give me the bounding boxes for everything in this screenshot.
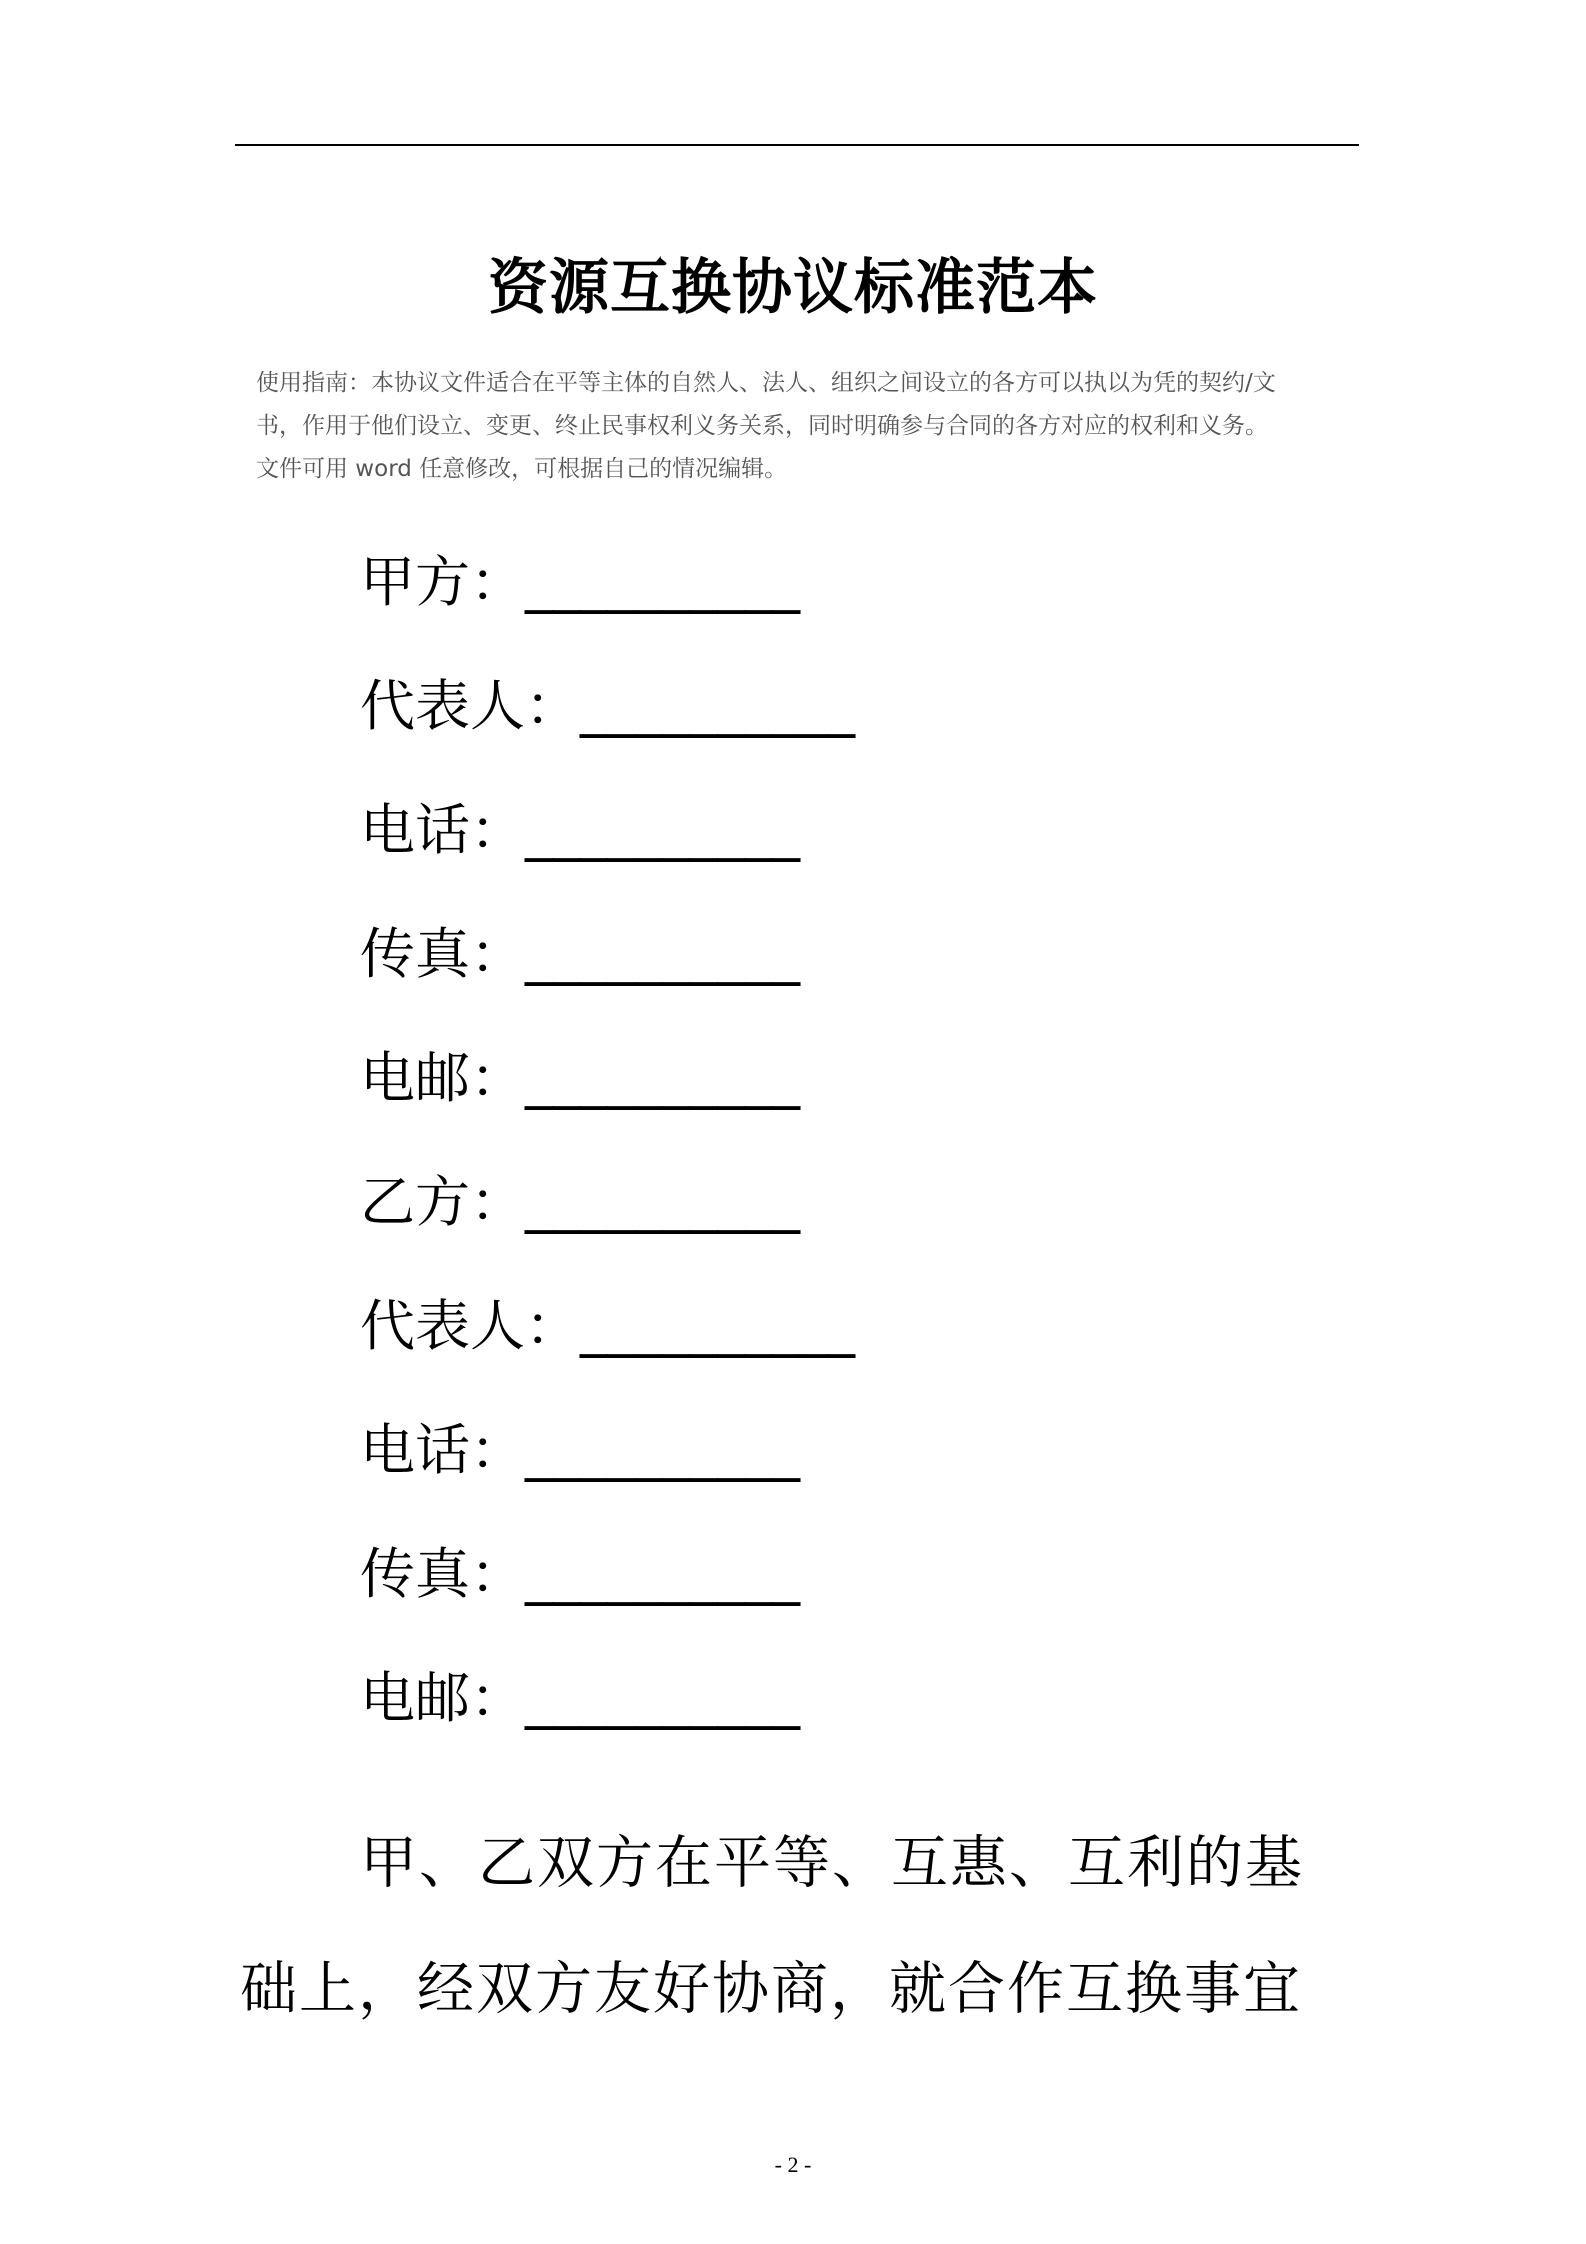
fill-in-blank[interactable]: __________ xyxy=(525,1170,801,1234)
field-party-a-representative xyxy=(360,664,855,788)
header-rule xyxy=(235,144,1359,146)
field-label: 传真： xyxy=(360,922,526,986)
field-party-b-fax xyxy=(360,1532,855,1656)
body-line-text: 甲、乙双方在平等、互惠、互利的基 xyxy=(360,1830,1304,1896)
fill-in-blank[interactable]: __________ xyxy=(525,1046,801,1110)
field-party-a-email xyxy=(360,1036,855,1160)
field-party-b-email xyxy=(360,1656,855,1780)
field-party-a-fax xyxy=(360,912,855,1036)
guide-line: 文件可用 word 任意修改，可根据自己的情况编辑。 xyxy=(256,456,788,482)
fill-in-blank[interactable]: __________ xyxy=(580,1294,856,1358)
party-fields xyxy=(360,540,855,1780)
body-line: 础上，经双方友好协商，就合作互换事宜 xyxy=(240,1956,1302,2022)
field-label: 乙方： xyxy=(360,1170,526,1234)
agreement-body xyxy=(240,1800,1350,2052)
fill-in-blank[interactable]: __________ xyxy=(525,550,801,614)
body-line xyxy=(240,1800,1350,1926)
field-party-a xyxy=(360,540,855,664)
field-label: 代表人： xyxy=(360,674,581,738)
field-label: 甲方： xyxy=(360,550,526,614)
document-title: 资源互换协议标准范本 xyxy=(488,253,1098,323)
guide-line: 书，作用于他们设立、变更、终止民事权利义务关系，同时明确参与合同的各方对应的权利和义务。 xyxy=(256,413,1268,439)
field-label: 电邮： xyxy=(360,1666,526,1730)
fill-in-blank[interactable]: __________ xyxy=(525,798,801,862)
page-number: - 2 - xyxy=(774,2152,812,2177)
usage-guide xyxy=(256,362,1346,491)
field-party-a-phone xyxy=(360,788,855,912)
field-label: 电话： xyxy=(360,1418,526,1482)
fill-in-blank[interactable]: __________ xyxy=(525,922,801,986)
field-party-b-representative xyxy=(360,1284,855,1408)
field-label: 电邮： xyxy=(360,1046,526,1110)
field-label: 电话： xyxy=(360,798,526,862)
fill-in-blank[interactable]: __________ xyxy=(525,1418,801,1482)
fill-in-blank[interactable]: __________ xyxy=(580,674,856,738)
field-party-b xyxy=(360,1160,855,1284)
fill-in-blank[interactable]: __________ xyxy=(525,1542,801,1606)
field-party-b-phone xyxy=(360,1408,855,1532)
field-label: 代表人： xyxy=(360,1294,581,1358)
field-label: 传真： xyxy=(360,1542,526,1606)
fill-in-blank[interactable]: __________ xyxy=(525,1666,801,1730)
guide-line: 使用指南：本协议文件适合在平等主体的自然人、法人、组织之间设立的各方可以执以为凭的契约/文 xyxy=(256,370,1276,396)
